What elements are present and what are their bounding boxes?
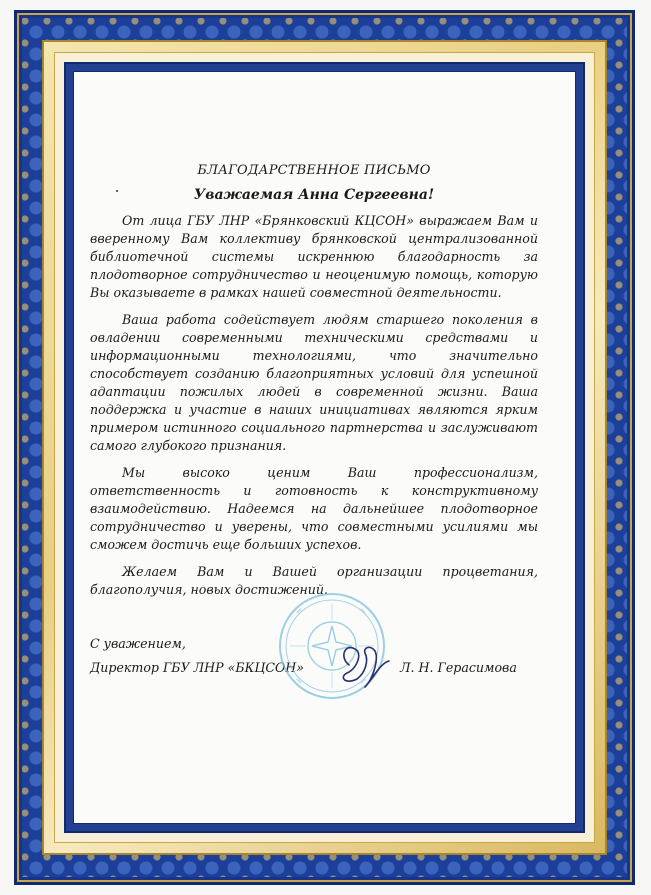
paragraph-4: Желаем Вам и Вашей организации процветания, благополучия, новых достижений. [90,564,538,597]
letter-greeting: Уважаемая Анна Сергеевна! [193,187,435,203]
signer-name: Л. Н. Герасимова [400,660,517,675]
handwritten-signature-icon [335,635,395,690]
paragraph-3: Мы высоко ценим Ваш профессионализм, ответственность и готовность к конструктивному взаимодействию. Надеемся на дальнейшее плодотворное сотрудничество и уверены, что совместными усилиями мы сможем достичь еще больших успехов. [90,465,538,552]
director-title: Директор ГБУ ЛНР «БКЦСОН» [90,660,304,675]
paragraph-1: От лица ГБУ ЛНР «Брянковский КЦСОН» выражаем Вам и вверенному Вам коллективу брянковской централизованной библиотечной системы искреннюю благодарность за плодотворное сотрудничество и неоценимую помощь, которую Вы оказываете в рамках нашей совместной деятельности. [90,213,538,300]
paragraph-2: Ваша работа содействует людям старшего поколения в овладении современными техническими средствами и информационными технологиями, что значительно способствует созданию благоприятных условий для успешной адаптации пожилых людей в современной жизни. Ваша поддержка и участие в наших инициативах являются ярким примером истинного социального партнерства и заслуживают самого глубокого признания. [90,312,538,453]
regards-line: С уважением, [90,636,186,651]
letter-title: БЛАГОДАРСТВЕННОЕ ПИСЬМО [197,163,431,178]
